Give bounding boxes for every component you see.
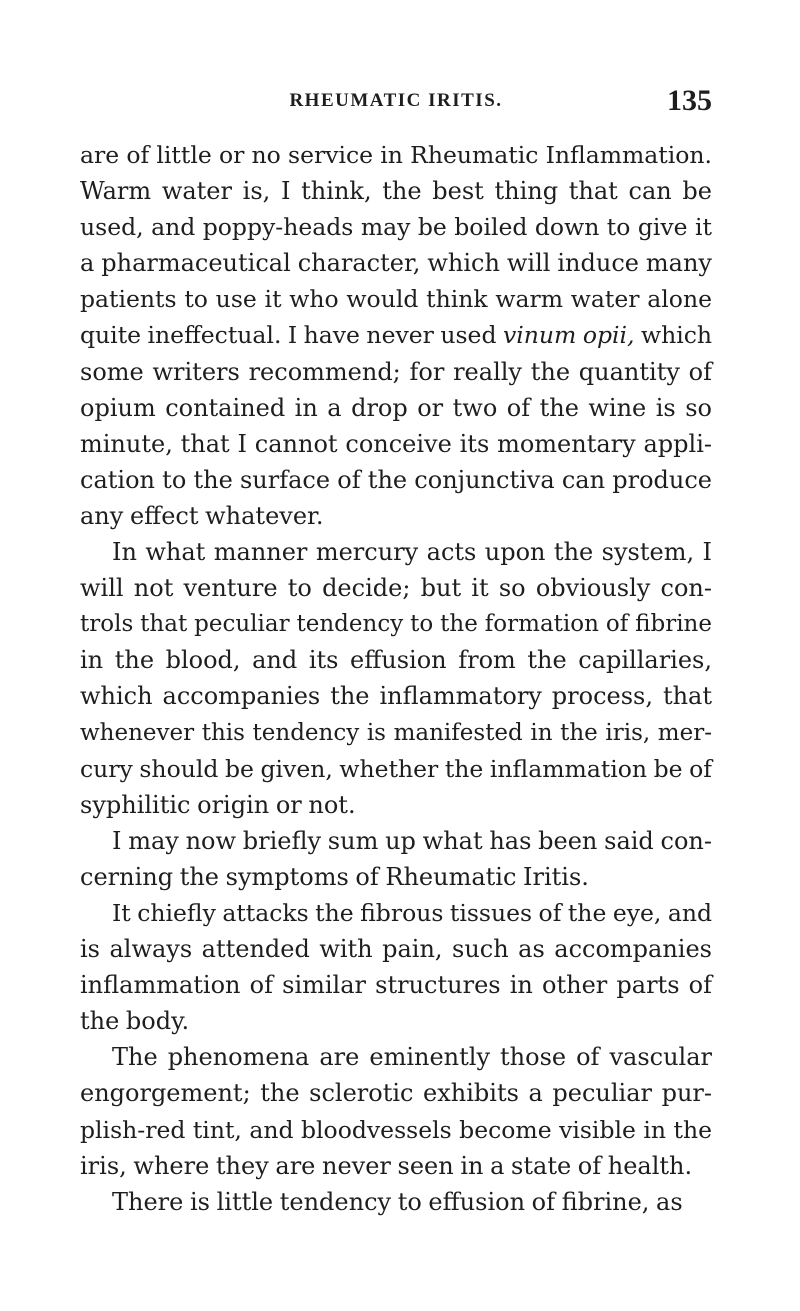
text-line: cerning the symptoms of Rheumatic Iritis. <box>80 862 589 891</box>
paragraph-start: It chiefly attacks the fibrous tissues of the eye, and <box>112 898 713 927</box>
text-line: inflammation of similar structures in other parts of <box>80 971 712 1000</box>
text-line: is always attended with pain, such as accompanies <box>80 935 712 964</box>
text-line: syphilitic origin or not. <box>80 790 356 819</box>
body-text <box>80 137 712 1220</box>
text-line: in the blood, and its effusion from the capillaries, <box>80 646 712 675</box>
running-head <box>80 84 712 124</box>
text-line: any effect whatever. <box>80 501 324 530</box>
text-line: plish-red tint, and bloodvessels become visible in the <box>80 1115 712 1144</box>
paragraph-start: I may now briefly sum up what has been said con- <box>112 826 712 855</box>
text-line: the body. <box>80 1007 190 1036</box>
text-line: which accompanies the inflammatory process, that <box>80 682 712 711</box>
paragraph-start: In what manner mercury acts upon the system, I <box>112 538 712 567</box>
text-line: some writers recommend; for really the quantity of <box>80 357 712 386</box>
text-line: a pharmaceutical character, which will induce many <box>80 249 712 278</box>
text-line: cation to the surface of the conjunctiva can produce <box>80 465 712 494</box>
text-segment: quite ineffectual. I have never used <box>80 321 497 350</box>
text-line: cury should be given, whether the inflammation be of <box>80 754 712 783</box>
italic-phrase: vinum opii, <box>503 321 635 350</box>
text-line: opium contained in a drop or two of the wine is so <box>80 393 712 422</box>
text-segment: which <box>641 321 713 350</box>
text-line-with-italic <box>80 317 712 353</box>
text-line: used, and poppy-heads may be boiled down to give it <box>80 213 712 242</box>
text-line: engorgement; the sclerotic exhibits a peculiar pur- <box>80 1079 712 1108</box>
page-number: 135 <box>667 84 712 117</box>
text-line: are of little or no service in Rheumatic Inflammation. <box>80 141 712 169</box>
paragraph-start: There is little tendency to effusion of fibrine, as <box>112 1187 683 1216</box>
text-line: minute, that I cannot conceive its momentary appli- <box>80 429 712 458</box>
text-line: patients to use it who would think warm water alone <box>80 285 712 314</box>
text-line: Warm water is, I think, the best thing that can be <box>80 177 712 206</box>
running-title: RHEUMATIC IRITIS. <box>289 90 503 111</box>
text-line: whenever this tendency is manifested in the iris, mer- <box>80 719 712 746</box>
text-line: will not venture to decide; but it so obviously con- <box>80 574 712 603</box>
paragraph-start: The phenomena are eminently those of vascular <box>112 1043 712 1072</box>
text-line: trols that peculiar tendency to the formation of fibrine <box>80 611 712 638</box>
text-line: iris, where they are never seen in a state of health. <box>80 1151 693 1180</box>
